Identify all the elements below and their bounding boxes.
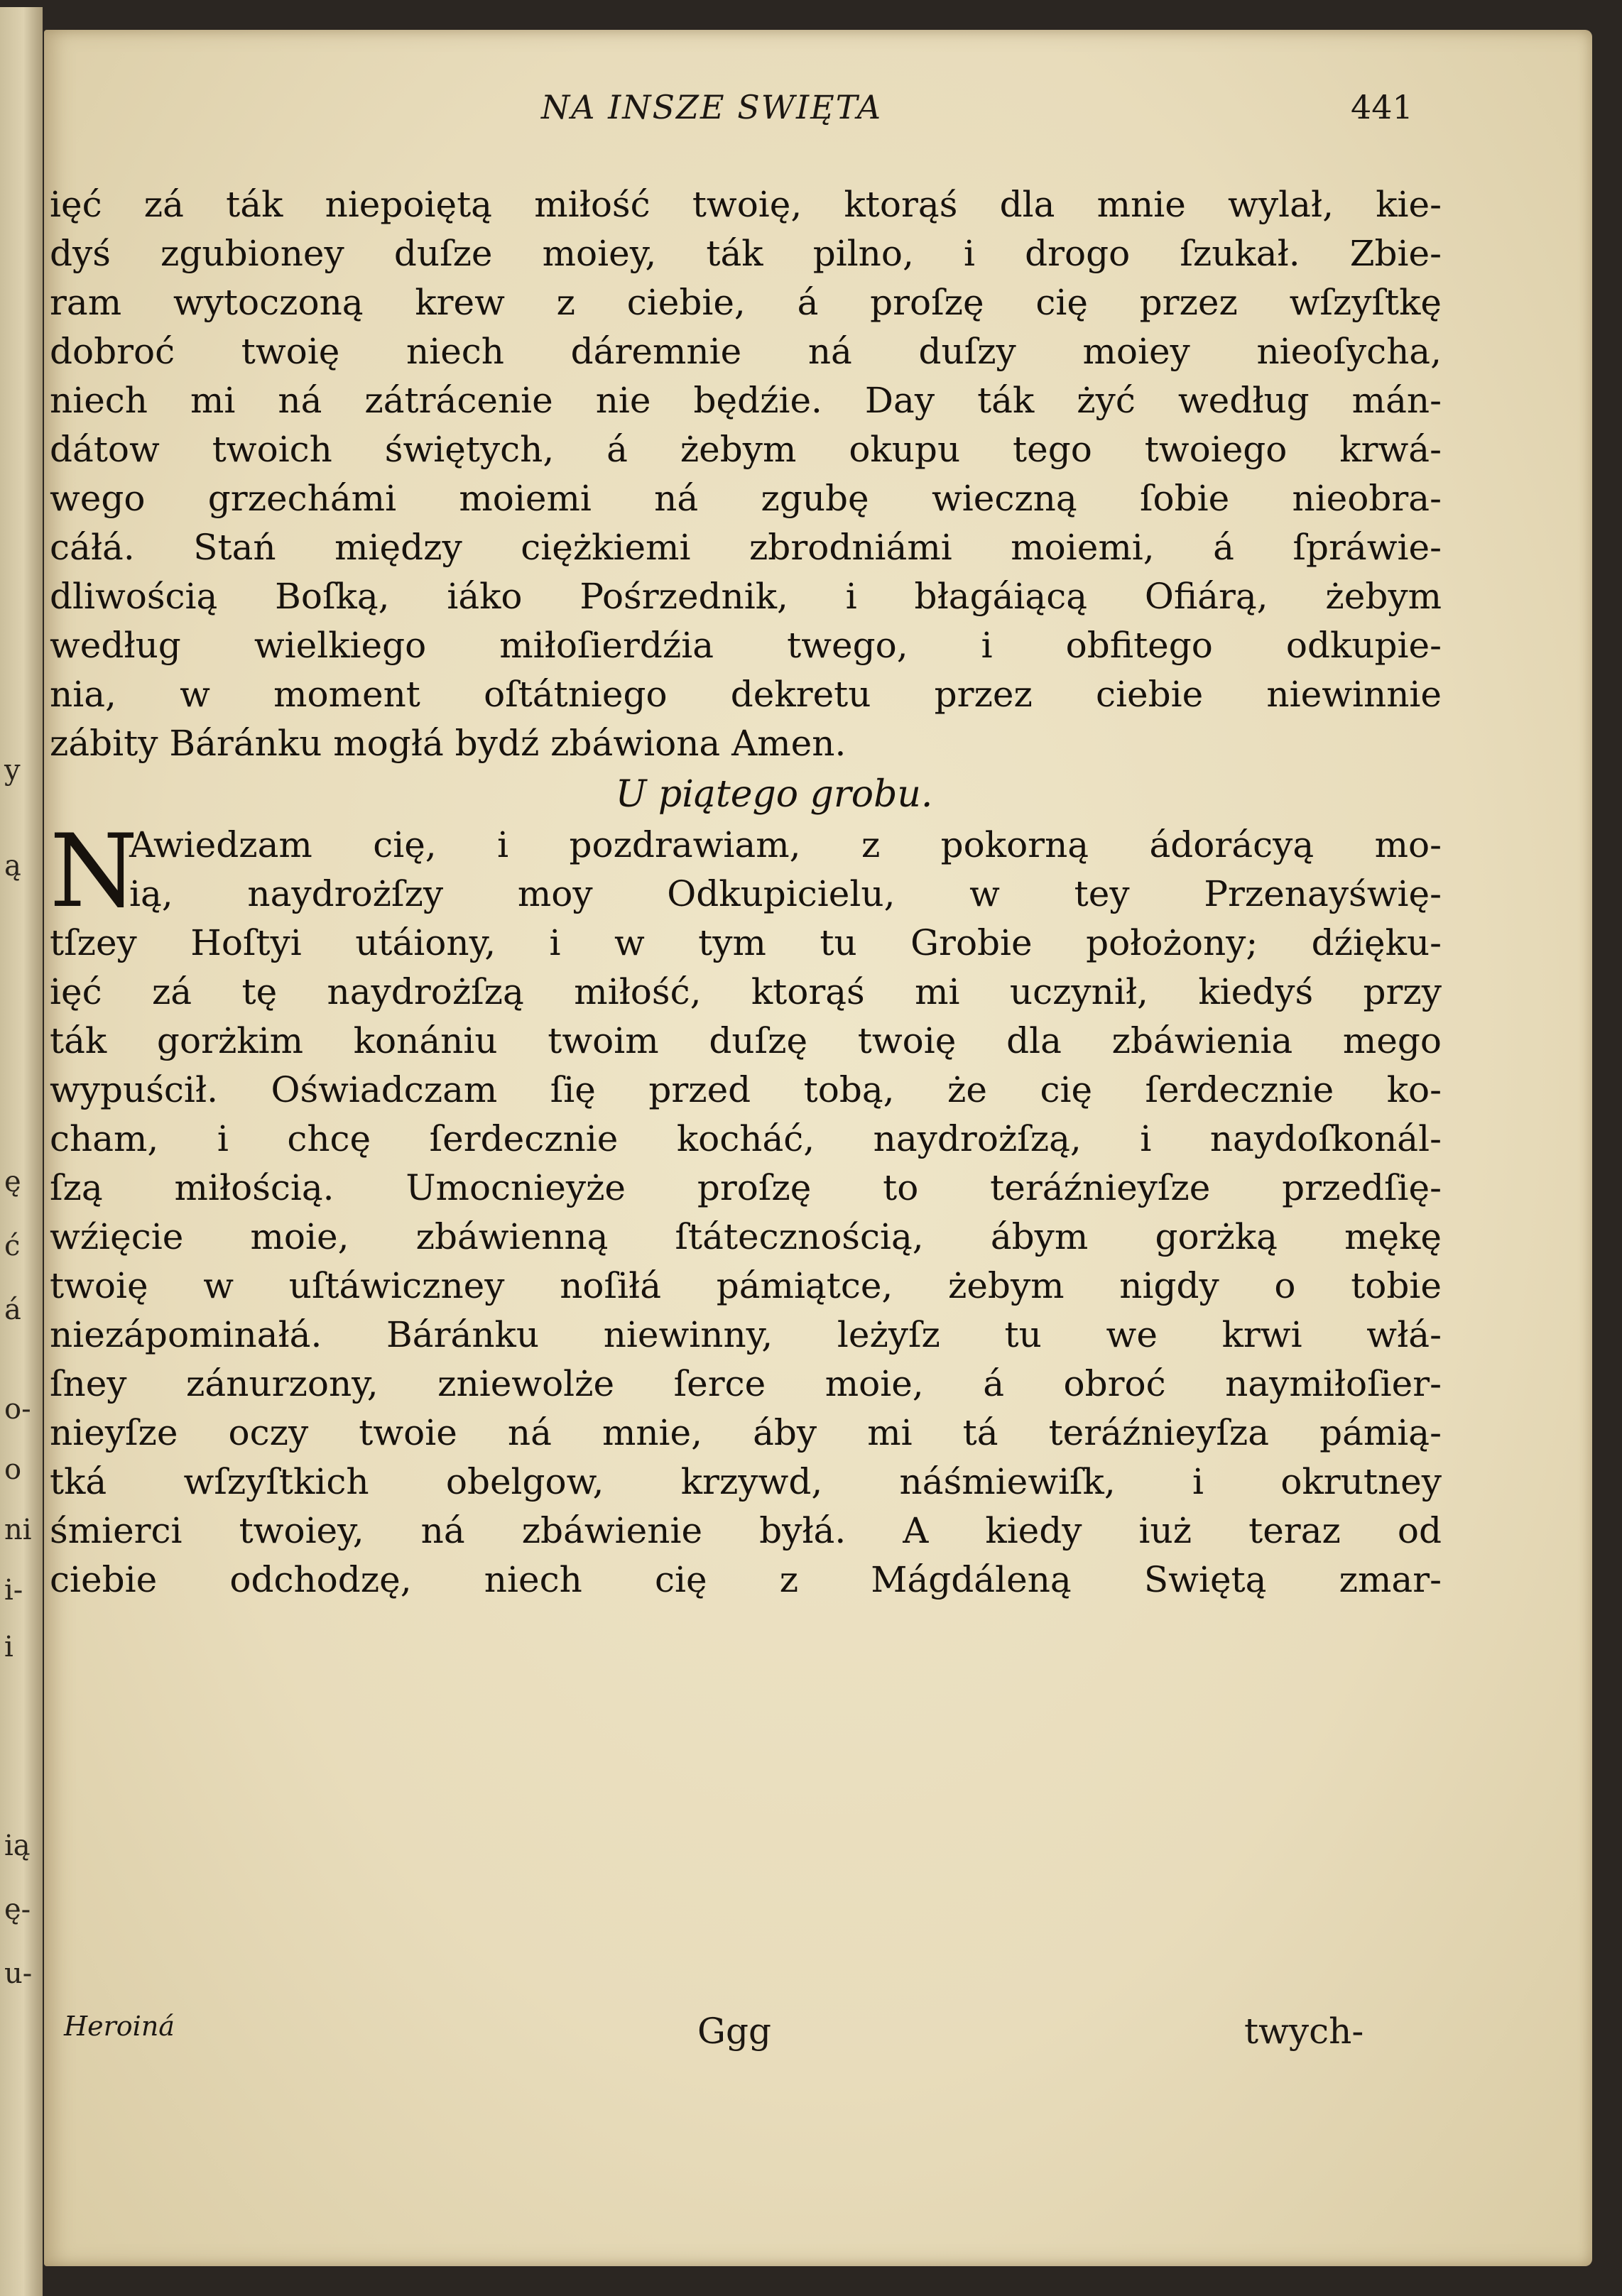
paragraph-2 — [50, 813, 1442, 1605]
text-line: Awiedzam cię, i pozdrawiam, z pokorną ádorácyą mo- — [129, 824, 1442, 865]
text-line: ſzą miłością. Umocnieyże proſzę to teráźnieyſze przedſię- — [50, 1167, 1442, 1208]
text-line: wźięcie moie, zbáwienną ſtátecznością, ábym gorżką mękę — [50, 1216, 1442, 1257]
book-page — [44, 30, 1592, 2266]
text-line: ią, naydrożſzy moy Odkupicielu, w tey Przenayświę- — [129, 873, 1442, 914]
prev-page-letter: o — [4, 1453, 22, 1486]
prev-page-letter: i- — [4, 1574, 23, 1607]
running-head — [44, 88, 1592, 138]
prev-page-letter: y — [4, 754, 21, 787]
text-line: dobroć twoię niech dáremnie ná duſzy moiey nieoſycha, — [50, 331, 1442, 372]
text-block — [50, 180, 1442, 1605]
prev-page-letter: ą — [4, 850, 21, 882]
text-line: według wielkiego miłoſierdźia twego, i obfitego odkupie- — [50, 625, 1442, 666]
prev-page-letter: ią — [4, 1830, 31, 1862]
text-line: twoię w uſtáwiczney noſiłá pámiątce, żebym nigdy o tobie — [50, 1265, 1442, 1306]
text-line: śmierci twoiey, ná zbáwienie byłá. A kiedy iuż teraz od — [50, 1510, 1442, 1551]
text-line: wego grzechámi moiemi ná zgubę wieczną ſobie nieobra- — [50, 478, 1442, 519]
prev-page-letter: ę- — [4, 1893, 31, 1926]
page-number: 441 — [1351, 88, 1413, 126]
prev-page-letter: ni — [4, 1514, 32, 1546]
text-line: wypuścił. Oświadczam ſię przed tobą, że cię ſerdecznie ko- — [50, 1069, 1442, 1110]
text-line: dliwością Boſką, iáko Pośrzednik, i błagáiącą Ofiárą, żebym — [50, 576, 1442, 617]
paragraph-1 — [50, 180, 1442, 768]
prev-page-letter: ć — [4, 1230, 21, 1262]
text-line: niech mi ná zátrácenie nie będźie. Day ták żyć według mán- — [50, 380, 1442, 421]
text-line: tká wſzyſtkich obelgow, krzywd, náśmiewiſk, i okrutney — [50, 1461, 1442, 1502]
text-line: nia, w moment oſtátniego dekretu przez ciebie niewinnie — [50, 674, 1442, 715]
page-footer — [44, 2011, 1592, 2060]
text-line: dátow twoich świętych, á żebym okupu tego twoiego krwá- — [50, 429, 1442, 470]
footer-left-signature: Heroiná — [64, 2011, 175, 2042]
text-line: ram wytoczoną krew z ciebie, á proſzę cię przez wſzyſtkę — [50, 282, 1442, 323]
text-line: tſzey Hoſtyi utáiony, i w tym tu Grobie położony; dźięku- — [50, 922, 1442, 963]
text-line: ięć zá ták niepoiętą miłość twoię, ktorąś dla mnie wylał, kie- — [50, 184, 1442, 225]
section-heading: U piątego grobu. — [615, 773, 933, 816]
prev-page-letter: á — [4, 1294, 21, 1326]
catchword: twych- — [1244, 2011, 1364, 2052]
text-line: ták gorżkim konániu twoim duſzę twoię dla zbáwienia mego — [50, 1020, 1442, 1061]
gathering-signature: Ggg — [697, 2011, 771, 2052]
prev-page-letter: i — [4, 1631, 13, 1663]
text-line: cham, i chcę ſerdecznie kocháć, naydrożſzą, i naydoſkonál- — [50, 1118, 1442, 1159]
previous-page-edge — [0, 7, 43, 2296]
text-line: ciebie odchodzę, niech cię z Mágdáleną Swiętą zmar- — [50, 1559, 1442, 1600]
running-head-title: NA INSZE SWIĘTA — [541, 88, 883, 126]
text-line: nieyſze oczy twoie ná mnie, áby mi tá teráźnieyſza pámią- — [50, 1412, 1442, 1453]
text-line: ſney zánurzony, zniewolże ſerce moie, á obroć naymiłoſier- — [50, 1363, 1442, 1404]
text-line: ięć zá tę naydrożſzą miłość, ktorąś mi uczynił, kiedyś przy — [50, 971, 1442, 1012]
prev-page-letter: ę — [4, 1166, 21, 1198]
text-line: cáłá. Stań między ciężkiemi zbrodniámi moiemi, á ſpráwie- — [50, 527, 1442, 568]
drop-cap: N — [50, 813, 138, 930]
text-line: dyś zgubioney duſze moiey, ták pilno, i drogo ſzukał. Zbie- — [50, 233, 1442, 274]
prev-page-letter: u- — [4, 1957, 33, 1990]
text-line: zábity Báránku mogłá bydź zbáwiona Amen. — [50, 723, 847, 764]
text-line: niezápominałá. Báránku niewinny, leżyſz tu we krwi włá- — [50, 1314, 1442, 1355]
prev-page-letter: o- — [4, 1393, 31, 1426]
